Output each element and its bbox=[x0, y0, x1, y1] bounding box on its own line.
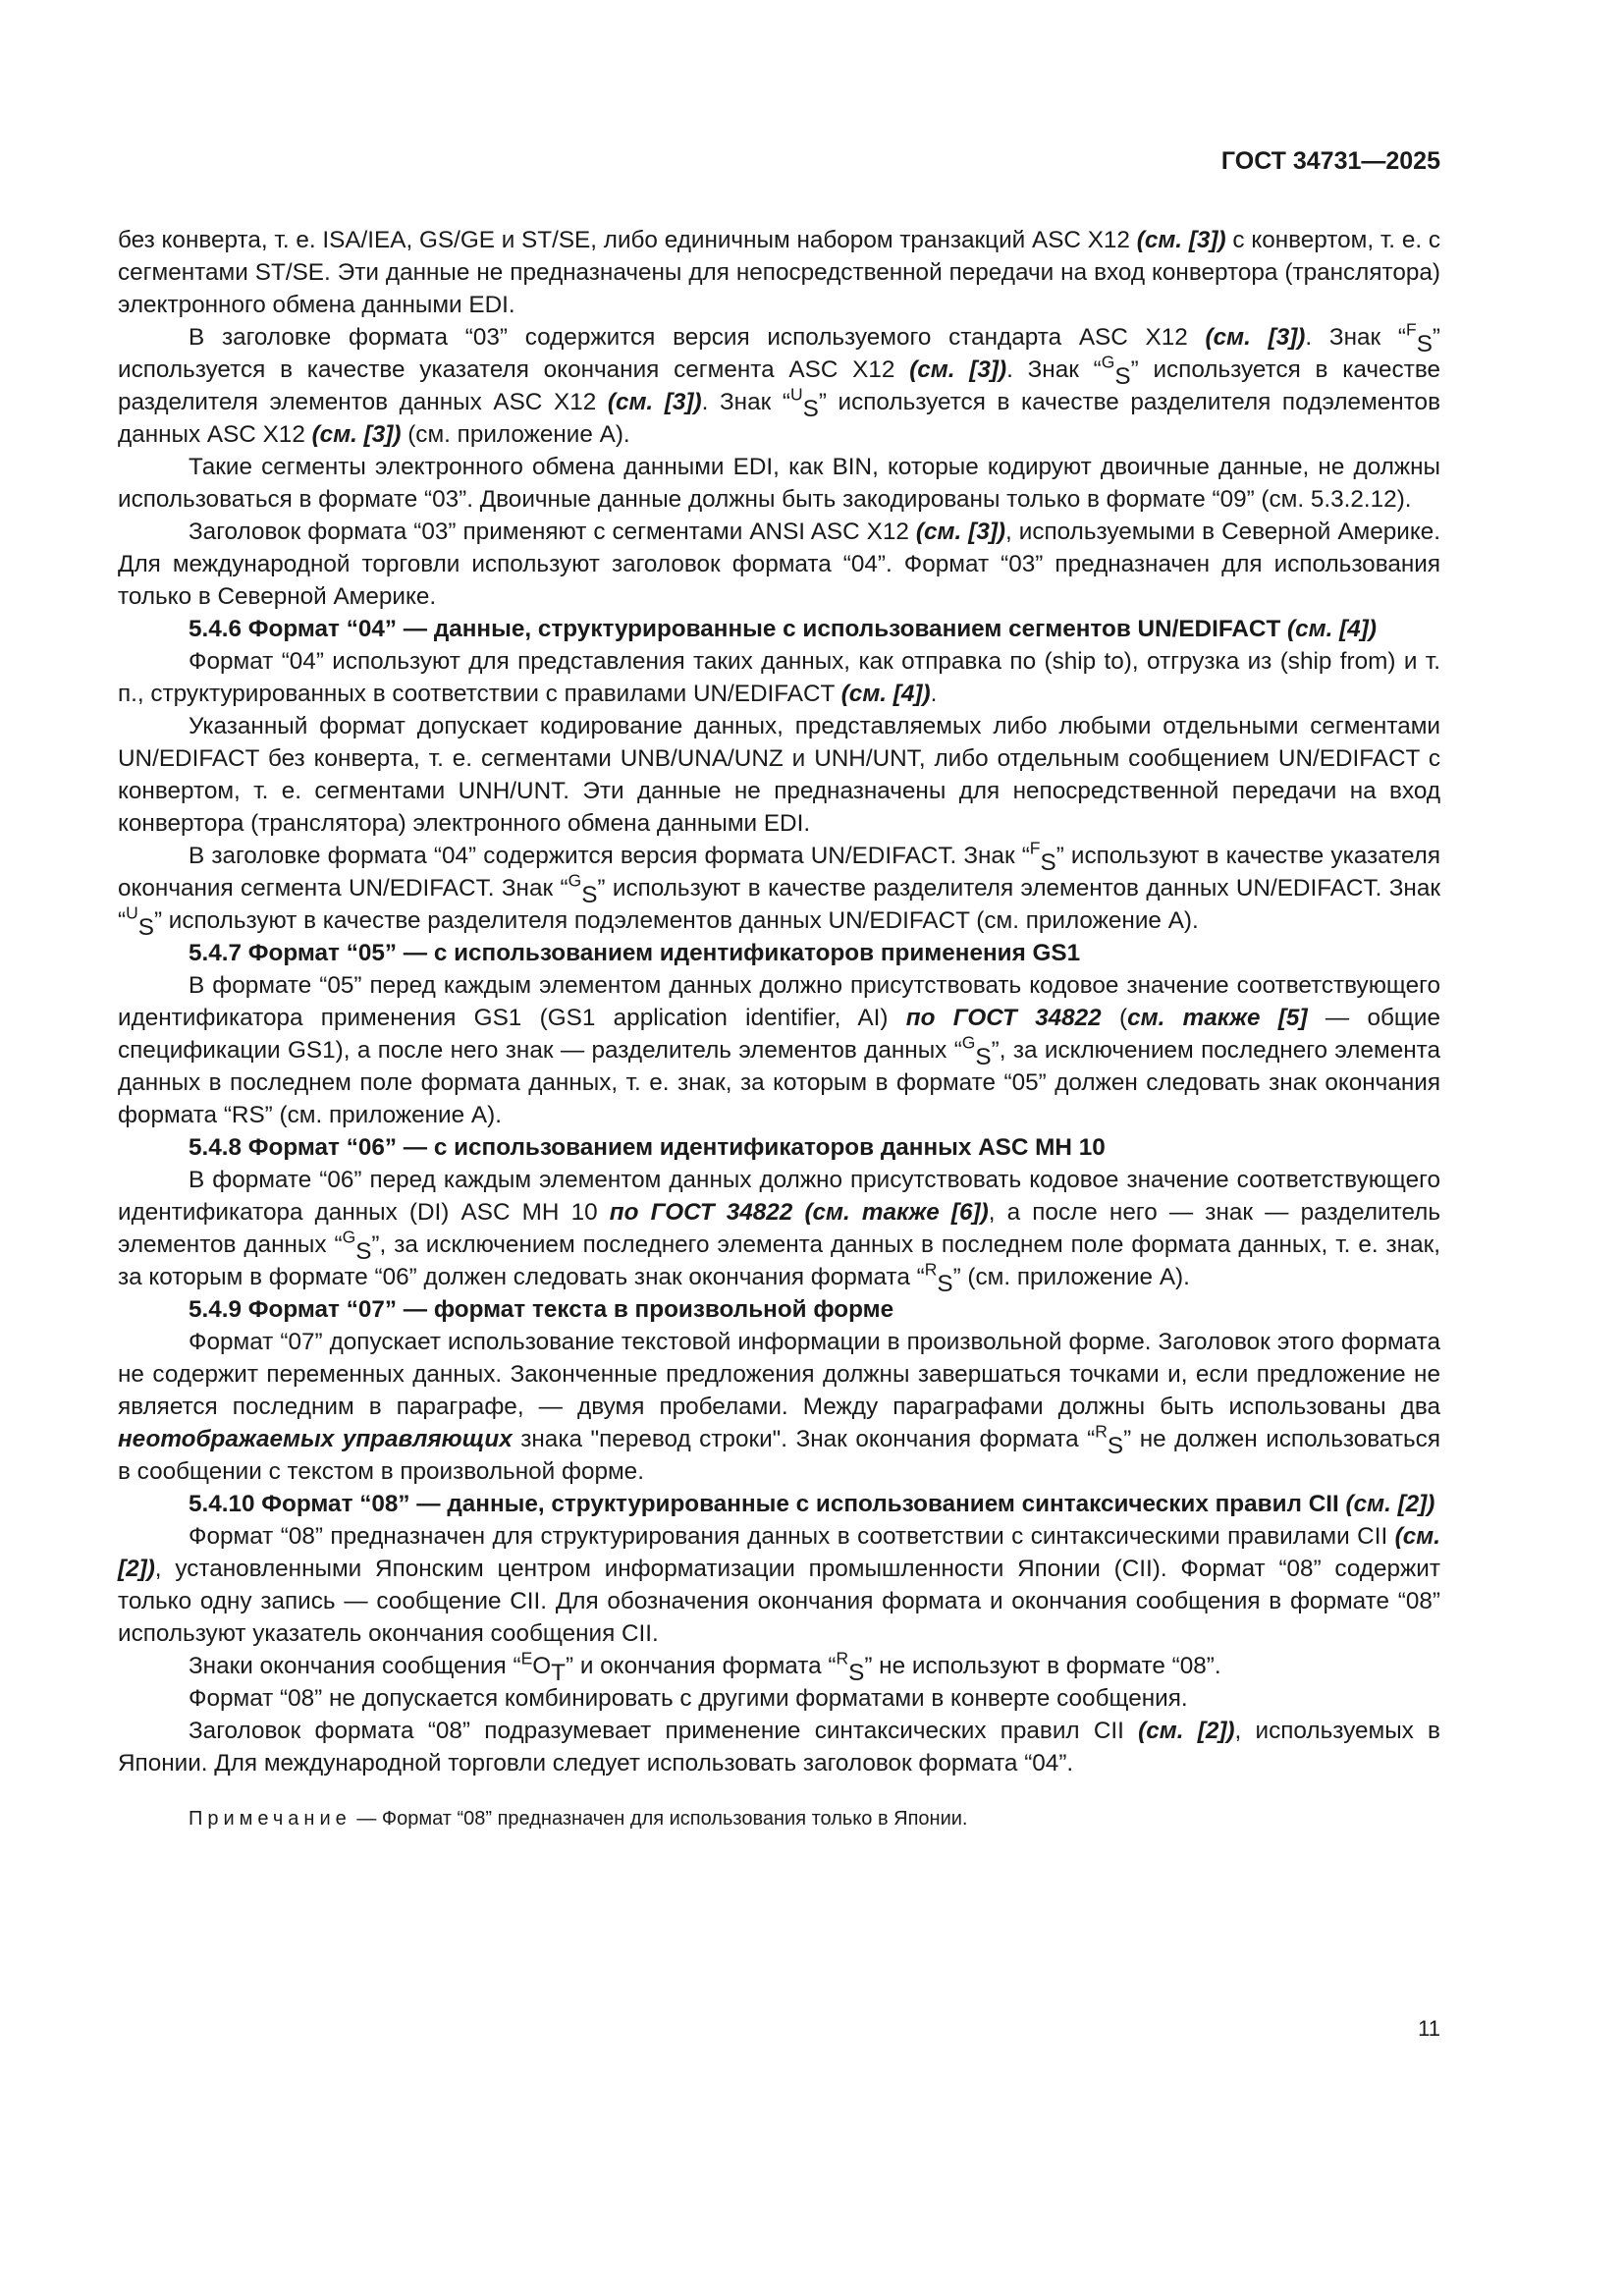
section-heading-5-4-7: 5.4.7 Формат “05” — с использованием идентификаторов применения GS1 bbox=[189, 940, 1081, 966]
reference: (см. [3]) bbox=[311, 421, 402, 448]
paragraph: Знаки окончания сообщения “$^E$OT” и окончания формата “$^R$S” не используют в формате “08”. bbox=[189, 1648, 1221, 1686]
paragraph: В заголовке формата “03” содержится версия используемого стандарта ASC X12 (см. [3]). Знак “$^F$S” используется в качестве указателя окончания сегмента ASC X12 (см. [3]). Знак “$^G$S” используется в качестве разделителя элементов данных ASC X12 (см. [3]). Знак “$^U$S” используется в качестве разделителя подэлементов данных ASC X12 (см. [3]) (см. приложение А). bbox=[118, 319, 1440, 448]
symbol-subscript: S bbox=[1416, 330, 1433, 357]
emphasis: неотображаемых управляющих bbox=[118, 1426, 513, 1452]
reference: (см. [3]) bbox=[909, 356, 1007, 383]
symbol-superscript: R bbox=[836, 1648, 849, 1668]
page-number: 11 bbox=[1418, 2016, 1440, 2041]
symbol-superscript: U bbox=[126, 902, 138, 923]
paragraph: В формате “06” перед каждым элементом данных должно присутствовать кодовое значение соответствующего идентификатора данных (DI) ASC MH 10 по ГОСТ 34822 (см. также [6]), а после него — знак — разделитель элементов данных “$^G$S”, за исключением последнего элемента данных в последнем поле формата данных, т. е. знак, за которым в формате “06” должен следовать знак окончания формата “$^R$S” (см. приложение А). bbox=[118, 1167, 1440, 1297]
symbol-subscript: S bbox=[1040, 848, 1056, 876]
paragraph: В заголовке формата “04” содержится версия формата UN/EDIFACT. Знак “$^F$S” используют в качестве указателя окончания сегмента UN/EDIFACT. Знак “$^G$S” используют в качестве разделителя элементов данных UN/EDIFACT. Знак “$^U$S” используют в качестве разделителя подэлементов данных UN/EDIFACT (см. приложение А). bbox=[118, 838, 1440, 941]
symbol-superscript: G bbox=[961, 1032, 976, 1053]
paragraph: В формате “05” перед каждым элементом данных должно присутствовать кодовое значение соответствующего идентификатора применения GS1 (GS1 application identifier, AI) по ГОСТ 34822 (см. также [5] — общие спецификации GS1), а после него знак — разделитель элементов данных “$^G$S”, за исключением последнего элемента данных в последнем поле формата данных, т. е. знак, за которым в формате “05” должен следовать знак окончания формата “RS” (см. приложение А). bbox=[118, 972, 1441, 1128]
document-code: ГОСТ 34731—2025 bbox=[1220, 147, 1440, 175]
symbol-subscript: S bbox=[1114, 362, 1131, 390]
symbol-subscript: S bbox=[848, 1659, 865, 1686]
page-body bbox=[118, 224, 1440, 1832]
symbol-subscript: S bbox=[355, 1237, 372, 1265]
paragraph: Указанный формат допускает кодирование данных, представляемых либо любыми отдельными сегментами UN/EDIFACT без конверта, т. е. сегментами UNB/UNA/UNZ и UNH/UNT, либо отдельным сообщением UN/EDIFACT с конвертом, т. е. сегментами UNH/UNT. Эти данные не предназначены для непосредственной передачи на вход конвертора (транслятора) электронного обмена данными EDI. bbox=[118, 713, 1440, 837]
paragraph: Формат “07” допускает использование текстовой информации в произвольной форме. Заголовок этого формата не содержит переменных данных. Законченные предложения должны завершаться точками и, если предложение не является последним в параграфе, — двумя пробелами. Между параграфами должны быть использованы два неотображаемых управляющих знака "перевод строки". Знак окончания формата “$^R$S” не должен использоваться в сообщении с текстом в произвольной форме. bbox=[118, 1329, 1440, 1485]
symbol-subscript: S bbox=[802, 395, 819, 422]
paragraph: Формат “08” не допускается комбинировать с другими форматами в конверте сообщения. bbox=[189, 1685, 1188, 1712]
note-text: — Формат “08” предназначен для использования только в Японии. bbox=[351, 1808, 968, 1830]
symbol-letter: O bbox=[532, 1653, 552, 1679]
reference: (см. [2]) bbox=[118, 1523, 1440, 1582]
symbol-superscript: E bbox=[520, 1648, 533, 1668]
symbol-superscript: R bbox=[1095, 1421, 1108, 1442]
note bbox=[118, 1805, 1440, 1832]
reference: (см. [2]) bbox=[1345, 1491, 1435, 1517]
section-heading-5-4-6: 5.4.6 Формат “04” — данные, структурированные с использованием сегментов UN/EDIFACT (см. [4]) bbox=[189, 616, 1377, 642]
reference: (см. [3]) bbox=[607, 389, 702, 415]
paragraph: без конверта, т. е. ISA/IEA, GS/GE и ST/SE, либо единичным набором транзакций ASC X12 (см. [3]) с конвертом, т. е. с сегментами ST/SE. Эти данные не предназначены для непосредственной передачи на вход конвертора (транслятора) электронного обмена данными EDI. bbox=[118, 227, 1441, 318]
reference: (см. [2]) bbox=[1138, 1718, 1235, 1744]
symbol-subscript: S bbox=[581, 881, 598, 908]
symbol-subscript: S bbox=[1107, 1432, 1124, 1459]
symbol-superscript: F bbox=[1406, 319, 1417, 340]
symbol-subscript: S bbox=[937, 1270, 953, 1297]
reference: по ГОСТ 34822 (см. также [6]) bbox=[609, 1199, 989, 1226]
paragraph: Заголовок формата “03” применяют с сегментами ANSI ASC X12 (см. [3]), используемыми в Северной Америке. Для международной торговли используют заголовок формата “04”. Формат “03” предназначен для использования только в Северной Америке. bbox=[118, 519, 1440, 610]
symbol-subscript: S bbox=[137, 913, 154, 941]
symbol-subscript: S bbox=[975, 1043, 992, 1070]
symbol-superscript: G bbox=[342, 1227, 356, 1247]
section-heading-5-4-10: 5.4.10 Формат “08” — данные, структурированные с использованием синтаксических правил CII (см. [2]) bbox=[189, 1491, 1435, 1517]
reference: (см. [3]) bbox=[915, 519, 1006, 545]
symbol-superscript: U bbox=[789, 384, 803, 405]
paragraph: Формат “04” используют для представления таких данных, как отправка по (ship to), отгрузка из (ship from) и т. п., структурированных в соответствии с правилами UN/EDIFACT (см. [4]). bbox=[118, 648, 1440, 707]
paragraph: Такие сегменты электронного обмена данными EDI, как BIN, которые кодируют двоичные данные, не должны использоваться в формате “03”. Двоичные данные должны быть закодированы только в формате “09” (см. 5.3.2.12). bbox=[118, 454, 1440, 513]
section-heading-5-4-8: 5.4.8 Формат “06” — с использованием идентификаторов данных ASC MH 10 bbox=[189, 1134, 1106, 1161]
paragraph: Заголовок формата “08” подразумевает применение синтаксических правил CII (см. [2]), используемых в Японии. Для международной торговли следует использовать заголовок формата “04”. bbox=[118, 1718, 1440, 1777]
reference: см. также [5] bbox=[1127, 1005, 1308, 1031]
symbol-superscript: G bbox=[568, 870, 582, 891]
reference: (см. [4]) bbox=[840, 681, 931, 707]
reference: (см. [3]) bbox=[1205, 324, 1306, 351]
paragraph: Формат “08” предназначен для структурирования данных в соответствии с синтаксическими правилами CII (см. [2]), установленными Японским центром информатизации промышленности Японии (CII). Формат “08” содержит только одну запись — сообщение CII. Для обозначения окончания формата и окончания сообщения в формате “08” используют указатель окончания сообщения CII. bbox=[118, 1523, 1440, 1647]
reference: по ГОСТ 34822 bbox=[905, 1005, 1102, 1031]
reference: (см. [4]) bbox=[1287, 616, 1377, 642]
note-label: Примечание bbox=[189, 1808, 352, 1830]
symbol-superscript: F bbox=[1029, 838, 1041, 858]
section-heading-5-4-9: 5.4.9 Формат “07” — формат текста в произвольной форме bbox=[189, 1296, 894, 1323]
reference: (см. [3]) bbox=[1136, 227, 1226, 253]
symbol-subscript: T bbox=[551, 1659, 566, 1686]
symbol-superscript: R bbox=[924, 1259, 938, 1280]
symbol-superscript: G bbox=[1101, 352, 1115, 372]
